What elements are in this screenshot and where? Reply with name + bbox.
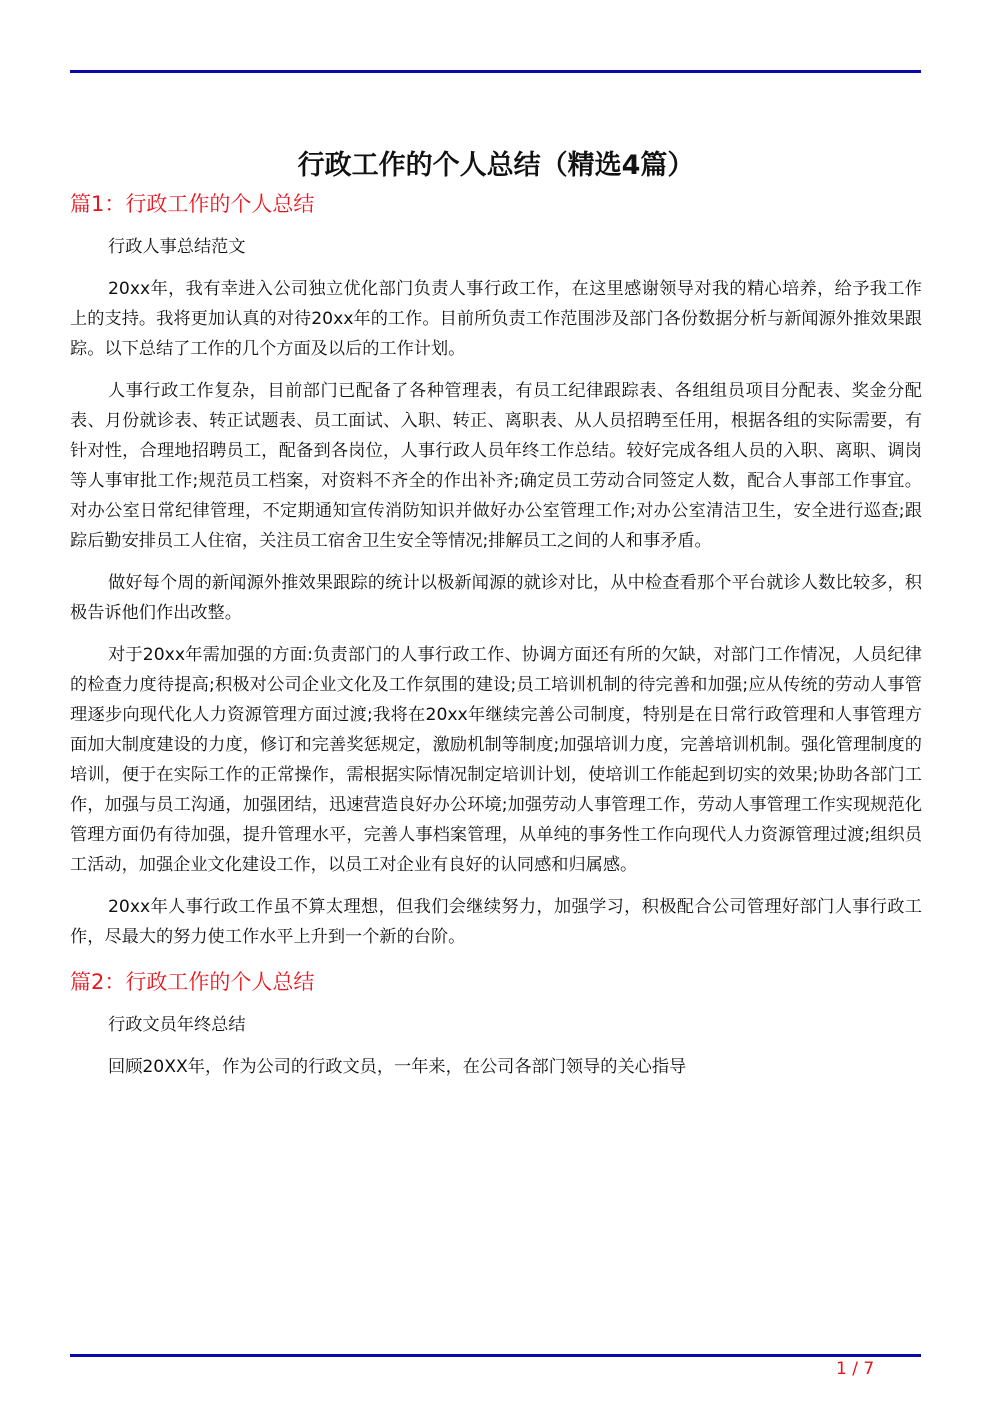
- section-2: [70, 964, 922, 1082]
- section-heading: 篇2：行政工作的个人总结: [70, 970, 315, 994]
- document-body: [70, 186, 922, 1082]
- paragraph: 做好每个周的新闻源外推效果跟踪的统计以极新闻源的就诊对比，从中检查看那个平台就诊人数比较多，积极告诉他们作出改整。: [70, 573, 922, 623]
- document-title: 行政工作的个人总结（精选4篇）: [297, 150, 695, 182]
- footer-rule: [70, 1354, 921, 1357]
- paragraph: 20xx年人事行政工作虽不算太理想，但我们会继续努力，加强学习，积极配合公司管理好部门人事行政工作，尽最大的努力使工作水平上升到一个新的台阶。: [70, 897, 922, 947]
- section-heading: 篇1：行政工作的个人总结: [70, 192, 315, 216]
- section-subtitle: 行政文员年终总结: [108, 1015, 246, 1035]
- paragraph: 对于20xx年需加强的方面:负责部门的人事行政工作、协调方面还有所的欠缺，对部门工作情况，人员纪律的检查力度待提高;积极对公司企业文化及工作氛围的建设;员工培训机制的待完善和加强;应从传统的劳动人事管理逐步向现代化人力资源管理方面过渡;我将在20xx年继续完善公司制度，特别是在日常行政管理和人事管理方面加大制度建设的力度，修订和完善奖惩规定，激励机制等制度;加强培训力度，完善培训机制。强化管理制度的培训，便于在实际工作的正常操作，需根据实际情况制定培训计划，使培训工作能起到切实的效果;协助各部门工作，加强与员工沟通，加强团结，迅速营造良好办公环境;加强劳动人事管理工作，劳动人事管理工作实现规范化管理方面仍有待加强，提升管理水平，完善人事档案管理，从单纯的事务性工作向现代人力资源管理过渡;组织员工活动，加强企业文化建设工作，以员工对企业有良好的认同感和归属感。: [70, 645, 922, 875]
- paragraph: 回顾20XX年，作为公司的行政文员，一年来，在公司各部门领导的关心指导: [108, 1057, 687, 1077]
- paragraph: 20xx年，我有幸进入公司独立优化部门负责人事行政工作，在这里感谢领导对我的精心培养，给予我工作上的支持。我将更加认真的对待20xx年的工作。目前所负责工作范围涉及部门各份数据分析与新闻源外推效果跟踪。以下总结了工作的几个方面及以后的工作计划。: [70, 279, 922, 359]
- section-1: [70, 186, 922, 952]
- header-rule: [70, 70, 921, 73]
- page-number: 1 / 7: [836, 1359, 875, 1379]
- section-subtitle: 行政人事总结范文: [108, 237, 246, 257]
- paragraph: 人事行政工作复杂，目前部门已配备了各种管理表，有员工纪律跟踪表、各组组员项目分配表、奖金分配表、月份就诊表、转正试题表、员工面试、入职、转正、离职表、从人员招聘至任用，根据各组的实际需要，有针对性，合理地招聘员工，配备到各岗位，人事行政人员年终工作总结。较好完成各组人员的入职、离职、调岗等人事审批工作;规范员工档案，对资料不齐全的作出补齐;确定员工劳动合同签定人数，配合人事部工作事宜。对办公室日常纪律管理，不定期通知宣传消防知识并做好办公室管理工作;对办公室清洁卫生，安全进行巡查;跟踪后勤安排员工人住宿，关注员工宿舍卫生安全等情况;排解员工之间的人和事矛盾。: [70, 381, 922, 551]
